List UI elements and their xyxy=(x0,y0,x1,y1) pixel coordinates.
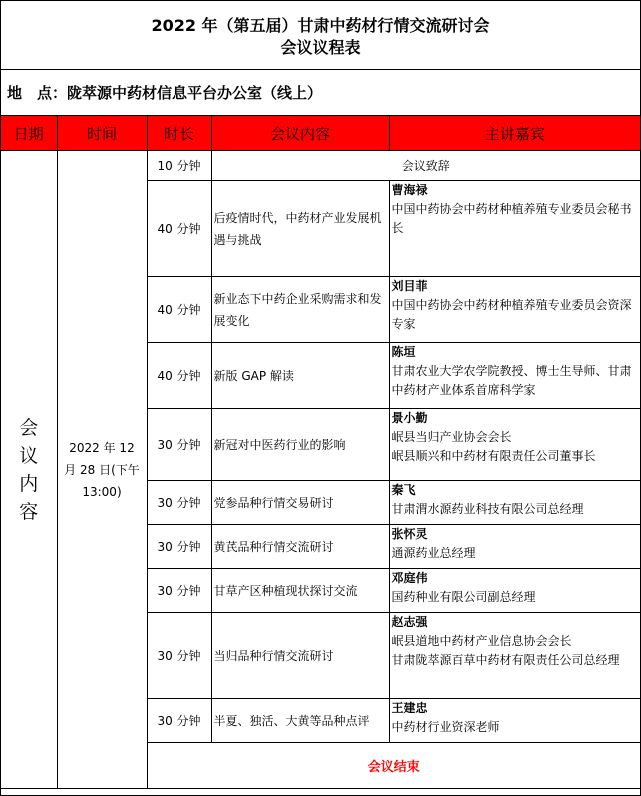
opening-row xyxy=(1,151,640,181)
session-duration: 30 分钟 xyxy=(147,481,211,525)
session-topic: 党参品种行情交易研讨 xyxy=(211,481,389,525)
opening-content: 会议致辞 xyxy=(211,151,640,181)
header-speaker: 主讲嘉宾 xyxy=(389,116,640,151)
speaker-name: 景小勤 xyxy=(391,411,428,425)
session-topic: 半夏、独活、大黄等品种点评 xyxy=(211,699,389,743)
speaker-name: 陈垣 xyxy=(391,345,416,359)
title-block xyxy=(1,1,640,70)
session-speaker xyxy=(389,699,640,743)
speaker-name: 曹海禄 xyxy=(391,183,428,197)
speaker-title: 国药种业有限公司副总经理 xyxy=(391,590,536,604)
session-duration: 30 分钟 xyxy=(147,525,211,569)
session-topic: 后疫情时代，中药材产业发展机遇与挑战 xyxy=(211,181,389,277)
speaker-title: 中药材行业资深老师 xyxy=(391,720,500,734)
speaker-title: 岷县道地中药材产业信息协会会长 甘肃陇萃源百草中药材有限责任公司总经理 xyxy=(391,634,620,667)
session-topic: 当归品种行情交流研讨 xyxy=(211,613,389,699)
session-duration: 30 分钟 xyxy=(147,699,211,743)
session-topic: 新冠对中医药行业的影响 xyxy=(211,409,389,481)
speaker-name: 王建忠 xyxy=(391,701,428,715)
location-value: 陇萃源中药材信息平台办公室（线上） xyxy=(67,84,323,102)
speaker-name: 张怀灵 xyxy=(391,527,428,541)
document-subtitle: 会议议程表 xyxy=(280,38,361,57)
speaker-title: 通源药业总经理 xyxy=(391,546,476,560)
speaker-title: 岷县当归产业协会会长 岷县顺兴和中药材有限责任公司董事长 xyxy=(391,430,596,463)
header-row xyxy=(1,116,640,151)
session-speaker xyxy=(389,343,640,409)
session-speaker xyxy=(389,525,640,569)
header-content: 会议内容 xyxy=(211,116,389,151)
speaker-title: 中国中药协会中药材种植养殖专业委员会秘书长 xyxy=(391,202,632,235)
session-topic: 新版 GAP 解读 xyxy=(211,343,389,409)
document-title: 2022 年（第五届）甘肃中药材行情交流研讨会 xyxy=(151,16,490,35)
closing-text: 会议结束 xyxy=(147,743,640,789)
header-time: 时间 xyxy=(57,116,147,151)
session-speaker xyxy=(389,277,640,343)
date-cell xyxy=(1,151,57,789)
session-speaker xyxy=(389,569,640,613)
session-topic: 黄芪品种行情交流研讨 xyxy=(211,525,389,569)
speaker-title: 甘肃渭水源药业科技有限公司总经理 xyxy=(391,502,584,516)
session-duration: 30 分钟 xyxy=(147,613,211,699)
speaker-title: 甘肃农业大学农学院教授、博士生导师、甘肃中药材产业体系首席科学家 xyxy=(391,364,632,397)
session-duration: 40 分钟 xyxy=(147,277,211,343)
session-topic: 新业态下中药企业采购需求和发展变化 xyxy=(211,277,389,343)
session-speaker xyxy=(389,409,640,481)
session-duration: 30 分钟 xyxy=(147,409,211,481)
speaker-title: 中国中药协会中药材种植养殖专业委员会资深专家 xyxy=(391,298,632,331)
speaker-name: 刘目菲 xyxy=(391,279,428,293)
header-duration: 时长 xyxy=(147,116,211,151)
location-row xyxy=(1,70,640,116)
agenda-table xyxy=(1,116,640,789)
date-label: 会议内容 xyxy=(19,416,39,523)
opening-duration: 10 分钟 xyxy=(147,151,211,181)
session-topic: 甘草产区种植现状探讨交流 xyxy=(211,569,389,613)
speaker-name: 邓庭伟 xyxy=(391,571,428,585)
session-duration: 30 分钟 xyxy=(147,569,211,613)
speaker-name: 赵志强 xyxy=(391,615,428,629)
time-cell: 2022 年 12 月 28 日(下午 13:00) xyxy=(57,151,147,789)
session-speaker xyxy=(389,613,640,699)
speaker-name: 秦飞 xyxy=(391,483,416,497)
location-label: 地 点： xyxy=(7,84,68,102)
session-speaker xyxy=(389,481,640,525)
session-duration: 40 分钟 xyxy=(147,181,211,277)
session-speaker xyxy=(389,181,640,277)
header-date: 日期 xyxy=(1,116,57,151)
session-duration: 40 分钟 xyxy=(147,343,211,409)
